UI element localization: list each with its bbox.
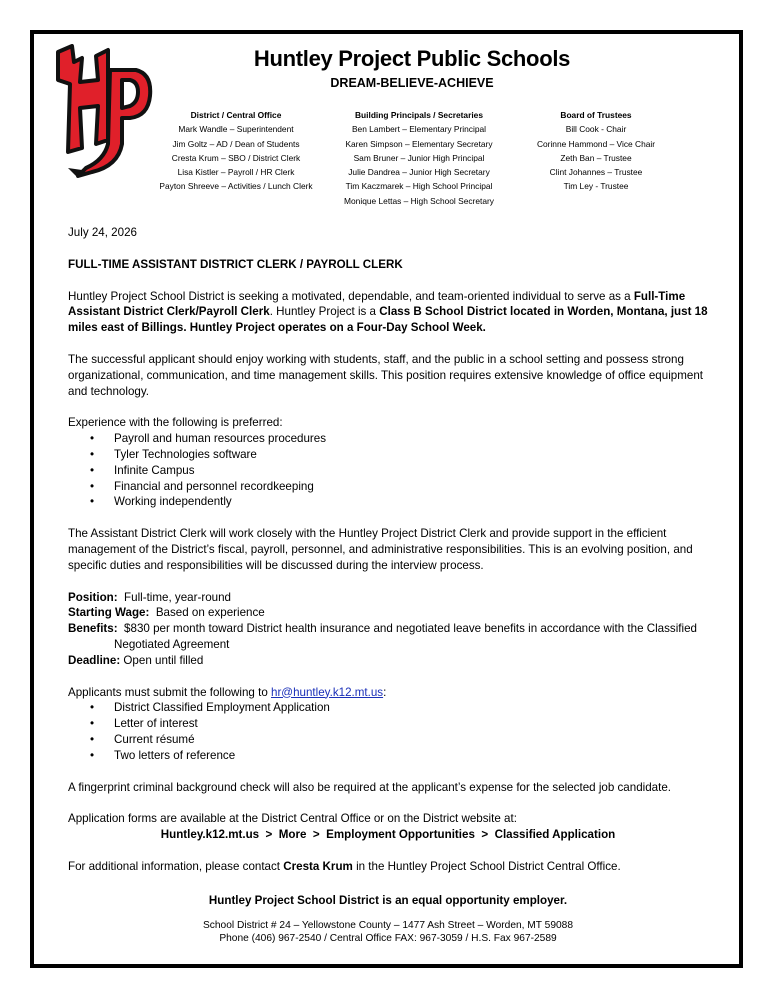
staff-entry: Lisa Kistler – Payroll / HR Clerk <box>177 167 295 178</box>
staff-entry: Jim Goltz – AD / Dean of Students <box>172 138 300 149</box>
forms-intro: Application forms are available at the District Central Office or on the District website at: <box>68 812 517 826</box>
list-item: • Financial and personnel recordkeeping <box>114 479 708 495</box>
application-list <box>68 700 708 763</box>
fingerprint-paragraph: A fingerprint criminal background check will also be required at the applicant’s expense for the selected job candidate. <box>68 780 672 794</box>
staff-entry: Julie Dandrea – Junior High Secretary <box>348 167 490 178</box>
staff-entry: Monique Lettas – High School Secretary <box>344 195 494 206</box>
list-item: • Tyler Technologies software <box>114 447 708 463</box>
staff-entry: Karen Simpson – Elementary Secretary <box>345 138 493 149</box>
school-motto: DREAM-BELIEVE-ACHIEVE <box>330 76 494 90</box>
intro-paragraph: Huntley Project School District is seeking a motivated, dependable, and team-oriented individual to serve as a Full-Time Assistant District Clerk/Payroll Clerk. Huntley Project is a Class B School District located in Worden, Montana, just 18 miles east of Billings. Huntley Project operates on a Four-Day School Week. <box>68 289 708 335</box>
qualifications-paragraph: The successful applicant should enjoy working with students, staff, and the public in a school setting and possess strong organizational, communication, and time management skills. This position requires extensive knowledge of office equipment and technology. <box>68 352 703 398</box>
staff-entry: Cresta Krum – SBO / District Clerk <box>171 152 301 163</box>
list-item: • Two letters of reference <box>114 748 708 764</box>
forms-path: Huntley.k12.mt.us > More > Employment Opportunities > Classified Application <box>160 828 616 842</box>
staff-column-district <box>150 108 322 194</box>
column-heading: Board of Trustees <box>560 110 632 120</box>
benefits-line: Benefits: $830 per month toward District health insurance and negotiated leave benefits in accordance with the Classified <box>68 622 697 636</box>
email-link[interactable]: hr@huntley.k12.mt.us <box>271 685 384 699</box>
wage-line: Starting Wage: Based on experience <box>68 606 265 620</box>
footer-phone: Phone (406) 967-2540 / Central Office FAX: 967-3059 / H.S. Fax 967-2589 <box>219 933 557 944</box>
staff-entry: Zeth Ban – Trustee <box>560 152 632 163</box>
letter-body <box>68 225 708 946</box>
column-heading: District / Central Office <box>190 110 282 120</box>
experience-list <box>68 431 708 510</box>
job-title: FULL-TIME ASSISTANT DISTRICT CLERK / PAYROLL CLERK <box>68 257 403 271</box>
school-name: Huntley Project Public Schools <box>253 46 571 71</box>
footer-address: School District # 24 – Yellowstone County – 1477 Ash Street – Worden, MT 59088 <box>203 919 573 931</box>
staff-entry: Tim Ley - Trustee <box>563 181 629 192</box>
experience-intro: Experience with the following is preferred: <box>68 416 283 430</box>
staff-entry: Payton Shreeve – Activities / Lunch Clerk <box>159 181 313 192</box>
list-item: • Infinite Campus <box>114 463 708 479</box>
letter-date: July 24, 2026 <box>68 226 137 239</box>
staff-entry: Clint Johannes – Trustee <box>549 167 643 178</box>
list-item: • Working independently <box>114 494 708 510</box>
duties-paragraph: The Assistant District Clerk will work closely with the Huntley Project District Clerk and provide support in the efficient management of the District’s fiscal, payroll, personnel, and administrative responsibilities. This is an evolving position, and specific duties and responsibilities will be discussed during the interview process. <box>68 527 693 572</box>
staff-entry: Tim Kaczmarek – High School Principal <box>345 181 493 192</box>
staff-entry: Mark Wandle – Superintendent <box>178 124 294 135</box>
list-item: • Payroll and human resources procedures <box>114 431 708 447</box>
staff-column-trustees <box>508 108 684 194</box>
column-heading: Building Principals / Secretaries <box>355 110 483 120</box>
hp-logo <box>52 44 156 182</box>
benefits-continued: Negotiated Agreement <box>114 637 230 651</box>
staff-entry: Ben Lambert – Elementary Principal <box>351 124 487 135</box>
staff-entry: Sam Bruner – Junior High Principal <box>353 152 485 163</box>
equal-opportunity-statement: Huntley Project School District is an equal opportunity employer. <box>208 893 568 907</box>
list-item: • Current résumé <box>114 732 708 748</box>
list-item: • Letter of interest <box>114 716 708 732</box>
staff-entry: Bill Cook - Chair <box>565 124 627 135</box>
staff-column-principals <box>328 108 510 208</box>
position-line: Position: Full-time, year-round <box>68 590 231 604</box>
list-item: • District Classified Employment Application <box>114 700 708 716</box>
deadline-line: Deadline: Open until filled <box>68 653 204 667</box>
contact-paragraph: For additional information, please contact Cresta Krum in the Huntley Project School District Central Office. <box>68 859 621 873</box>
staff-entry: Corinne Hammond – Vice Chair <box>536 138 656 149</box>
apply-intro: Applicants must submit the following to hr@huntley.k12.mt.us: <box>68 685 387 699</box>
